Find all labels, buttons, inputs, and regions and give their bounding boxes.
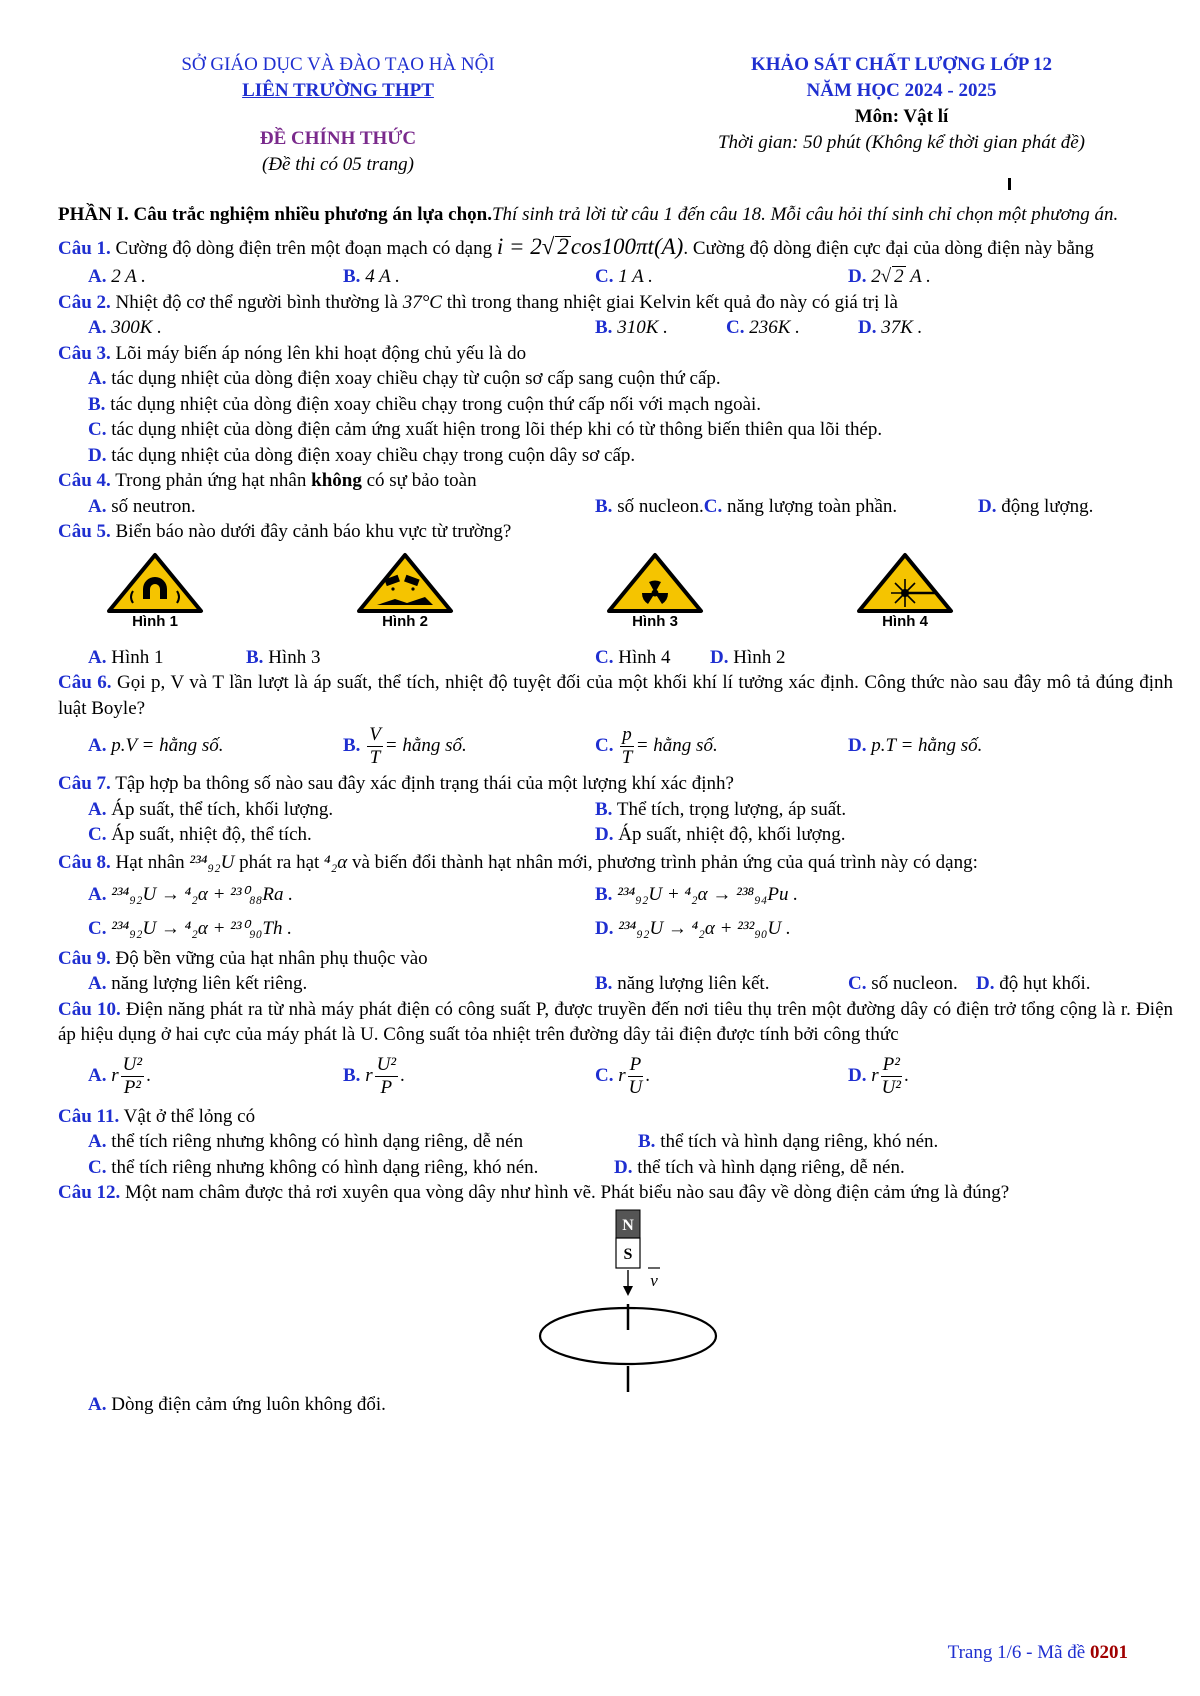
department-name: SỞ GIÁO DỤC VÀ ĐÀO TẠO HÀ NỘI xyxy=(181,54,495,75)
question-text: Hạt nhân xyxy=(115,851,185,873)
north-pole-label: N xyxy=(622,1216,634,1234)
velocity-label: v xyxy=(650,1270,658,1290)
option-b[interactable] xyxy=(375,1054,398,1099)
options-q4: A. số neutron. B. số nucleon.C. năng lượng toàn phần. D. động lượng. xyxy=(88,495,1094,517)
option-a[interactable]: thể tích riêng nhưng không có hình dạng riêng, dễ nén xyxy=(111,1131,524,1152)
option-b[interactable]: ²³⁴₉₂U + ⁴₂α → ²³⁸₉₄Pu . xyxy=(617,883,798,905)
official-label: ĐỀ CHÍNH THỨC xyxy=(259,128,417,149)
option-a[interactable]: p.V = hằng số. xyxy=(111,735,224,756)
option-d[interactable] xyxy=(881,1054,902,1099)
option-c[interactable]: số nucleon. xyxy=(871,973,958,994)
question-text: Độ bền vững của hạt nhân phụ thuộc vào xyxy=(115,947,428,969)
question-text: Lõi máy biến áp nóng lên khi hoạt động chủ yếu là do xyxy=(115,342,527,364)
option-text: tác dụng nhiệt của dòng điện cảm ứng xuất hiện trong lõi thép khi có từ thông biến thiên qua lõi thép. xyxy=(111,419,883,440)
option-c[interactable] xyxy=(628,1054,644,1099)
option-d[interactable]: thể tích và hình dạng riêng, dễ nén. xyxy=(637,1156,905,1178)
question-3 xyxy=(58,341,1173,367)
south-pole-label: S xyxy=(623,1245,633,1263)
temperature: 37°C xyxy=(402,291,442,313)
section-title: PHẦN I. Câu trắc nghiệm nhiều phương án lựa chọn. xyxy=(58,204,492,225)
question-text: Một nam châm được thả rơi xuyên qua vòng dây như hình vẽ. Phát biểu nào sau đây về dòng điện cảm ứng là đúng? xyxy=(125,1182,1010,1203)
question-label: Câu 2. xyxy=(58,291,111,313)
question-text: thì trong thang nhiệt giai Kelvin kết quả đo này có giá trị là xyxy=(446,291,898,313)
text-cursor-mark xyxy=(1008,178,1011,190)
option-b[interactable]: Hình 3 xyxy=(268,646,321,668)
formula-unit: (A) xyxy=(653,234,684,259)
option-text: → ⁴₂α + ²³⁰₉₀Th . xyxy=(160,917,292,939)
option-a[interactable]: Hình 1 xyxy=(111,646,164,668)
options-q9: A. năng lượng liên kết riêng. B. năng lượng liên kết. C. số nucleon. D. độ hụt khối. xyxy=(88,973,1091,994)
question-6 xyxy=(58,670,1173,721)
sign-magnetic xyxy=(100,551,210,630)
options-q6: A. p.V = hằng số. B. $\frac{V}{T}$ = hằng số. C. $\frac{p}{T}$ = hằng số. D. p.T = hằng số. xyxy=(88,724,983,769)
question-text: Tập hợp ba thông số nào sau đây xác định trạng thái của một lượng khí xác định? xyxy=(115,773,734,794)
question-label: Câu 9. xyxy=(58,947,111,969)
question-text: phát ra hạt xyxy=(239,851,320,873)
uranium-nucleus: ²³⁴₉₂U xyxy=(189,851,235,873)
corrosive-warning-icon xyxy=(355,551,455,615)
option-b[interactable]: thể tích và hình dạng riêng, khó nén. xyxy=(660,1131,939,1152)
numerator: P xyxy=(629,1053,642,1075)
option-d-root: 2 xyxy=(894,266,904,287)
exam-code: 0201 xyxy=(1090,1642,1128,1663)
option-text: Dòng điện cảm ứng luôn không đổi. xyxy=(111,1393,386,1415)
option-a[interactable] xyxy=(121,1054,144,1099)
option-c[interactable]: 236K . xyxy=(749,317,800,338)
options-q2: A. 300K . B. 310K . C. 236K . D. 37K . xyxy=(88,317,923,338)
question-text: . Cường độ dòng điện cực đại của dòng điện này bằng xyxy=(683,238,1094,259)
option-text: tác dụng nhiệt của dòng điện xoay chiều chạy trong cuộn thứ cấp nối với mạch ngoài. xyxy=(110,393,762,415)
options-q10: A. r $\frac{\text{U²}}{\text{P²}}$ . B. r $\frac{\text{U²}}{P}$ . C. r $\frac{P}{U}$ . D. r $\frac{\text{P²}}{\text{U²}}$ . xyxy=(88,1053,909,1098)
question-label: Câu 11. xyxy=(58,1105,120,1127)
question-text: Biển báo nào dưới đây cảnh báo khu vực từ trường? xyxy=(115,521,512,542)
option-d[interactable]: D. tác dụng nhiệt của dòng điện xoay chiều chạy trong cuộn dây sơ cấp. xyxy=(88,444,636,466)
option-d[interactable]: ²³⁴₉₂U → ⁴₂α + ²³²₉₀U . xyxy=(618,917,791,939)
option-b-fraction[interactable] xyxy=(367,724,383,769)
warning-signs xyxy=(58,551,1173,643)
option-b[interactable]: B. tác dụng nhiệt của dòng điện xoay chiều chạy trong cuộn thứ cấp nối với mạch ngoài. xyxy=(88,393,762,415)
question-text: Cường độ dòng điện trên một đoạn mạch có dạng xyxy=(115,238,493,259)
question-emphasis: không xyxy=(311,470,362,491)
magnet-coil-figure xyxy=(58,1206,1173,1392)
question-label: Câu 1. xyxy=(58,238,111,259)
option-b[interactable]: số nucleon. xyxy=(617,495,704,517)
option-a[interactable]: 300K . xyxy=(111,317,162,338)
option-text: → ⁴₂α + ²³⁰₈₈Ra . xyxy=(160,883,294,905)
numerator: P² xyxy=(882,1053,900,1075)
option-d-part: 2 xyxy=(871,266,881,287)
magnet-coil-diagram xyxy=(58,1206,1173,1392)
option-c[interactable]: thể tích riêng nhưng không có hình dạng riêng, khó nén. xyxy=(111,1156,539,1178)
section-instruction: Thí sinh trả lời từ câu 1 đến câu 18. Mỗi câu hỏi thí sinh chỉ chọn một phương án. xyxy=(491,204,1119,225)
option-b[interactable]: Thể tích, trọng lượng, áp suất. xyxy=(616,798,847,820)
radiation-warning-icon xyxy=(605,551,705,615)
question-label: Câu 12. xyxy=(58,1182,121,1203)
question-2 xyxy=(58,290,1173,316)
question-text: có sự bảo toàn xyxy=(366,470,477,491)
question-9 xyxy=(58,946,1173,972)
figure-label: Hình 3 xyxy=(632,612,678,630)
figure-label: Hình 1 xyxy=(132,612,178,630)
formula-root: 2 xyxy=(557,234,569,259)
option-a[interactable]: 2 A . xyxy=(111,266,146,287)
option-a[interactable]: A. tác dụng nhiệt của dòng điện xoay chiều chạy từ cuộn sơ cấp sang cuộn thứ cấp. xyxy=(88,368,721,389)
option-a[interactable]: A. Dòng điện cảm ứng luôn không đổi. xyxy=(88,1393,386,1415)
option-d[interactable]: 2√ 2 A . xyxy=(871,266,931,287)
option-d[interactable]: Hình 2 xyxy=(733,646,786,668)
denominator: U² xyxy=(881,1076,901,1098)
option-d[interactable]: độ hụt khối. xyxy=(999,973,1091,994)
subject: Môn: Vật lí xyxy=(854,106,949,127)
exam-page xyxy=(58,52,1173,1417)
option-text: + ⁴₂α → ²³⁸₉₄Pu . xyxy=(666,883,798,905)
options-q5: A. Hình 1 B. Hình 3 C. Hình 4 D. Hình 2 xyxy=(88,646,786,668)
question-4 xyxy=(58,468,1173,494)
question-text: Điện năng phát ra từ nhà máy phát điện có công suất P, được truyền đến nơi tiêu thụ trên một đường dây có điện trở tổng cộng là r. Điện áp hiệu dụng ở hai cực của máy phát là U. Công suất tỏa nhiệt trên đường dây tải điện được tính bởi công thức xyxy=(58,998,1174,1045)
exam-time: Thời gian: 50 phút (Không kể thời gian phát đề) xyxy=(717,132,1085,153)
options-q11-row1: A. thể tích riêng nhưng không có hình dạng riêng, dễ nén B. thể tích và hình dạng riêng, khó nén. xyxy=(88,1131,939,1152)
question-8 xyxy=(58,848,1173,878)
numerator: U² xyxy=(376,1053,397,1075)
question-10 xyxy=(58,997,1173,1048)
option-text: tác dụng nhiệt của dòng điện xoay chiều chạy từ cuộn sơ cấp sang cuộn thứ cấp. xyxy=(111,368,721,389)
option-c[interactable]: năng lượng toàn phần. xyxy=(726,495,898,517)
header-right xyxy=(624,52,1179,156)
option-a[interactable]: năng lượng liên kết riêng. xyxy=(111,973,308,994)
exam-title: KHẢO SÁT CHẤT LƯỢNG LỚP 12 xyxy=(750,54,1053,75)
question-label: Câu 7. xyxy=(58,773,111,794)
options-q8-row1: A. ²³⁴₉₂U → ⁴₂α + ²³⁰₈₈Ra . B. ²³⁴₉₂U + ⁴₂α → ²³⁸₉₄Pu . xyxy=(88,883,798,905)
current-formula: i = 2√ 2cos100πt(A) xyxy=(496,234,684,259)
question-7 xyxy=(58,771,1173,797)
options-q11-row2: C. thể tích riêng nhưng không có hình dạng riêng, khó nén. D. thể tích và hình dạng riêng, dễ nén. xyxy=(88,1156,905,1178)
option-a[interactable]: Áp suất, thể tích, khối lượng. xyxy=(111,798,334,820)
options-q7-row2: C. Áp suất, nhiệt độ, thể tích. D. Áp suất, nhiệt độ, khối lượng. xyxy=(88,824,846,845)
option-c[interactable]: Hình 4 xyxy=(618,646,671,668)
option-d[interactable]: động lượng. xyxy=(1001,495,1094,517)
options-q8-row2: C. ²³⁴₉₂U → ⁴₂α + ²³⁰₉₀Th . D. ²³⁴₉₂U → ⁴₂α + ²³²₉₀U . xyxy=(88,917,791,939)
numerator: U² xyxy=(122,1053,143,1075)
option-a[interactable]: ²³⁴₉₂U → ⁴₂α + ²³⁰₈₈Ra . xyxy=(111,883,294,905)
question-text: Trong phản ứng hạt nhân xyxy=(115,470,307,491)
question-label: Câu 4. xyxy=(58,470,111,491)
option-d[interactable]: Áp suất, nhiệt độ, khối lượng. xyxy=(618,824,846,845)
figure-label: Hình 2 xyxy=(382,612,428,630)
option-text: → ⁴₂α + ²³²₉₀U . xyxy=(667,917,791,939)
page-number: Trang 1/6 - Mã đề xyxy=(947,1642,1086,1663)
question-12 xyxy=(58,1180,1173,1206)
denominator: P² xyxy=(123,1076,141,1098)
alpha-particle: ⁴₂α xyxy=(324,851,348,873)
formula-part: cos100πt xyxy=(570,234,654,259)
sign-radiation xyxy=(600,551,710,630)
school-year: NĂM HỌC 2024 - 2025 xyxy=(806,80,997,101)
denominator: T xyxy=(621,747,633,769)
question-text: Vật ở thể lỏng có xyxy=(123,1105,256,1127)
question-label: Câu 5. xyxy=(58,521,111,542)
option-d[interactable]: 37K . xyxy=(881,317,923,338)
options-q7-row1: A. Áp suất, thể tích, khối lượng. B. Thể tích, trọng lượng, áp suất. xyxy=(88,798,847,820)
sign-corrosive xyxy=(350,551,460,630)
option-b[interactable]: năng lượng liên kết. xyxy=(617,973,770,994)
option-b: = hằng số. xyxy=(384,735,467,756)
magnet-warning-icon xyxy=(105,551,205,615)
section-heading xyxy=(58,202,1173,228)
sign-laser xyxy=(850,551,960,630)
option-b[interactable]: 310K . xyxy=(617,317,668,338)
option-c[interactable]: C. tác dụng nhiệt của dòng điện cảm ứng xuất hiện trong lõi thép khi có từ thông biến thiên qua lõi thép. xyxy=(88,419,883,440)
figure-label: Hình 4 xyxy=(882,612,928,630)
option-d-part: A . xyxy=(905,266,931,287)
question-label: Câu 6. xyxy=(58,672,112,693)
option-a[interactable]: số neutron. xyxy=(111,495,196,517)
numerator: V xyxy=(369,724,381,746)
question-label: Câu 3. xyxy=(58,342,111,364)
question-11 xyxy=(58,1104,1173,1130)
option-text: tác dụng nhiệt của dòng điện xoay chiều chạy trong cuộn dây sơ cấp. xyxy=(111,444,636,466)
laser-warning-icon xyxy=(855,551,955,615)
options-q1: A. 2 A . B. 4 A . C. 1 A . D. 2√ 2 A . xyxy=(88,266,931,287)
question-text: Nhiệt độ cơ thể người bình thường là xyxy=(115,291,398,313)
formula-part: i = 2 xyxy=(496,234,542,259)
question-5 xyxy=(58,519,1173,545)
option-c-fraction[interactable] xyxy=(620,724,634,769)
page-footer xyxy=(0,1642,1128,1664)
question-label: Câu 8. xyxy=(58,851,111,873)
option-c: = hằng số. xyxy=(635,735,718,756)
school-name: LIÊN TRƯỜNG THPT xyxy=(242,80,434,101)
header-left xyxy=(58,52,618,178)
denominator: U xyxy=(628,1076,643,1098)
option-b[interactable]: 4 A . xyxy=(365,266,400,287)
arrow-head-icon xyxy=(623,1286,633,1296)
pages-note: (Đề thi có 05 trang) xyxy=(262,154,414,175)
denominator: P xyxy=(380,1076,393,1098)
numerator: p xyxy=(622,724,632,746)
option-d[interactable]: p.T = hằng số. xyxy=(871,735,983,756)
denominator: T xyxy=(369,747,381,769)
option-c[interactable]: ²³⁴₉₂U → ⁴₂α + ²³⁰₉₀Th . xyxy=(111,917,292,939)
exam-header xyxy=(58,52,1173,202)
option-c[interactable]: 1 A . xyxy=(618,266,653,287)
option-c[interactable]: Áp suất, nhiệt độ, thể tích. xyxy=(111,824,312,845)
question-text: Gọi p, V và T lần lượt là áp suất, thể tích, nhiệt độ tuyệt đối của một khối khí lí tưởng xác định. Công thức nào sau đây mô tả đúng định luật Boyle? xyxy=(58,672,1174,719)
question-label: Câu 10. xyxy=(58,998,121,1020)
question-text: và biến đổi thành hạt nhân mới, phương trình phản ứng của quá trình này có dạng: xyxy=(351,851,978,873)
question-1 xyxy=(58,232,1173,264)
